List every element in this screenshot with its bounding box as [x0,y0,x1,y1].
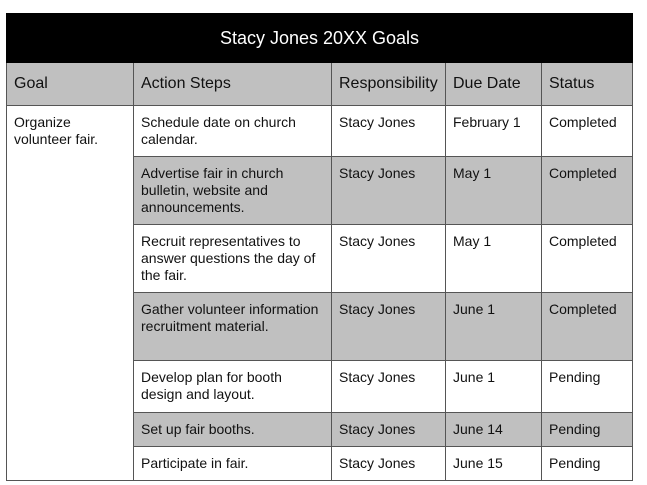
status-cell: Completed [542,106,633,157]
responsibility-cell: Stacy Jones [332,293,446,361]
action-step-cell: Develop plan for booth design and layout. [134,361,332,413]
status-cell: Completed [542,293,633,361]
due-date-cell: June 14 [446,413,542,447]
title-row [7,14,633,63]
status-cell: Pending [542,447,633,481]
action-step-cell: Set up fair booths. [134,413,332,447]
action-step-cell: Recruit representatives to answer questions the day of the fair. [134,225,332,293]
status-cell: Pending [542,361,633,413]
responsibility-cell: Stacy Jones [332,157,446,225]
action-step-cell: Gather volunteer information recruitment material. [134,293,332,361]
goal-cell: Organize volunteer fair. [7,106,134,481]
header-row [7,63,633,106]
table-row [7,106,633,157]
due-date-cell: May 1 [446,157,542,225]
action-step-cell: Advertise fair in church bulletin, website and announcements. [134,157,332,225]
goals-table-container [6,13,632,481]
due-date-cell: June 1 [446,361,542,413]
header-goal: Goal [7,63,134,106]
header-action-steps: Action Steps [134,63,332,106]
action-step-cell: Participate in fair. [134,447,332,481]
due-date-cell: June 1 [446,293,542,361]
header-responsibility: Responsibility [332,63,446,106]
responsibility-cell: Stacy Jones [332,106,446,157]
due-date-cell: May 1 [446,225,542,293]
table-title: Stacy Jones 20XX Goals [7,14,633,63]
due-date-cell: June 15 [446,447,542,481]
responsibility-cell: Stacy Jones [332,447,446,481]
goals-table [6,13,633,481]
status-cell: Pending [542,413,633,447]
responsibility-cell: Stacy Jones [332,225,446,293]
status-cell: Completed [542,225,633,293]
action-step-cell: Schedule date on church calendar. [134,106,332,157]
responsibility-cell: Stacy Jones [332,361,446,413]
due-date-cell: February 1 [446,106,542,157]
status-cell: Completed [542,157,633,225]
responsibility-cell: Stacy Jones [332,413,446,447]
header-due-date: Due Date [446,63,542,106]
header-status: Status [542,63,633,106]
